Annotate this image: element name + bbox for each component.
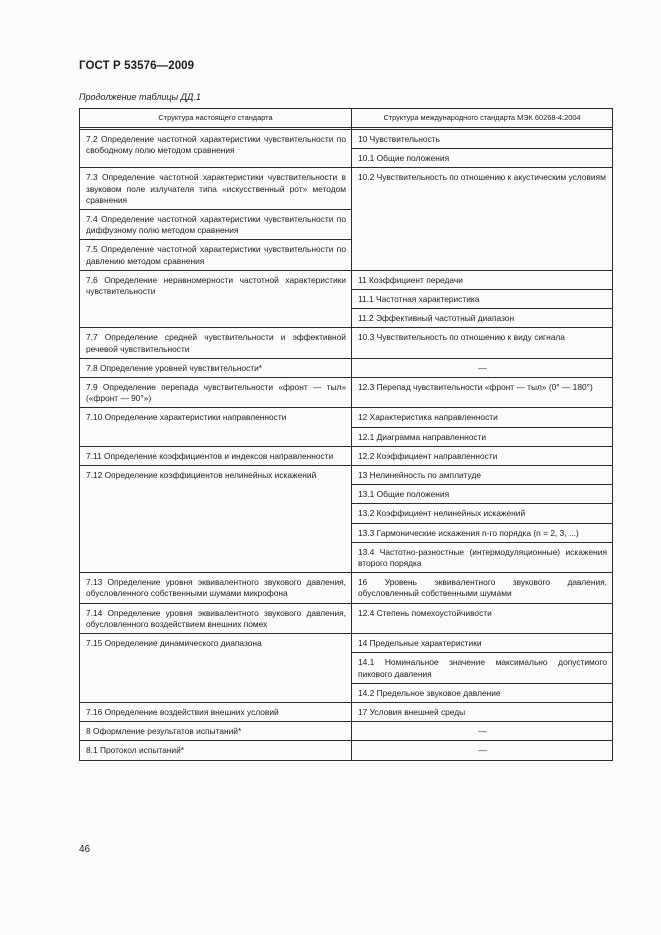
table-row (80, 741, 613, 760)
correspondence-table (79, 108, 613, 761)
table-cell: — (352, 358, 613, 377)
table-cell: 7.7 Определение средней чувствительности и эффективной речевой чувствительности (80, 328, 352, 358)
table-cell: — (352, 741, 613, 760)
table-cell: 10 Чувствительность (352, 130, 613, 149)
table-cell: 16 Уровень эквивалентного звукового давления, обусловленный собственными шумами (352, 573, 613, 603)
table-row (80, 603, 613, 633)
table-cell: 7.10 Определение характеристики направленности (80, 408, 352, 446)
table-cell: 7.14 Определение уровня эквивалентного звукового давления, обусловленного воздействием внешних помех (80, 603, 352, 633)
table-cell: 10.2 Чувствительность по отношению к акустическим условиям (352, 168, 613, 270)
table-cell: 8.1 Протокол испытаний* (80, 741, 352, 760)
table-cell: 11.1 Частотная характеристика (352, 290, 613, 309)
table-cell: 10.1 Общие положения (352, 149, 613, 168)
table-header-row (80, 109, 613, 128)
table-cell: 13.4 Частотно-разностные (интермодуляционные) искажения второго порядка (352, 542, 613, 572)
table-cell: 7.11 Определение коэффициентов и индексов направленности (80, 446, 352, 465)
column-header-left: Структура настоящего стандарта (80, 109, 352, 128)
table-cell: 11.2 Эффективный частотный диапазон (352, 309, 613, 328)
table-row (80, 634, 613, 653)
table-cell: 7.9 Определение перепада чувствительности «фронт — тыл» («фронт — 90°») (80, 378, 352, 408)
table-cell: 7.13 Определение уровня эквивалентного звукового давления, обусловленного собственными шумами микрофона (80, 573, 352, 603)
page-number: 46 (79, 844, 91, 855)
table-cell: — (352, 722, 613, 741)
table-cell: 7.8 Определение уровней чувствительности* (80, 358, 352, 377)
table-cell: 13 Нелинейность по амплитуде (352, 466, 613, 485)
table-cell: 14.1 Номинальное значение максимально допустимого пикового давления (352, 653, 613, 683)
table-cell: 8 Оформление результатов испытаний* (80, 722, 352, 741)
table-cell: 13.2 Коэффициент нелинейных искажений (352, 504, 613, 523)
table-row (80, 168, 613, 210)
table-cell: 11 Коэффициент передачи (352, 270, 613, 289)
table-cell: 7.15 Определение динамического диапазона (80, 634, 352, 703)
table-cell: 10.3 Чувствительность по отношению к виду сигнала (352, 328, 613, 358)
table-row (80, 358, 613, 377)
table-cell: 17 Условия внешней среды (352, 702, 613, 721)
document-title: ГОСТ Р 53576—2009 (79, 60, 195, 72)
table-cell: 13.3 Гармонические искажения n-го порядка (n = 2, 3, ...) (352, 523, 613, 542)
table-cell: 13.1 Общие положения (352, 485, 613, 504)
table-cell: 12.1 Диаграмма направленности (352, 427, 613, 446)
table-cell: 12.3 Перепад чувствительности «фронт — тыл» (0° — 180°) (352, 378, 613, 408)
table-cell: 7.12 Определение коэффициентов нелинейных искажений (80, 466, 352, 573)
table-cell: 12 Характеристика направленности (352, 408, 613, 427)
table-cell: 14 Предельные характеристики (352, 634, 613, 653)
table-row (80, 722, 613, 741)
table-row (80, 328, 613, 358)
table-cell: 7.3 Определение частотной характеристики чувствительности в звуковом поле излучателя типа «искусственный рот» методом сравнения (80, 168, 352, 210)
table-row (80, 573, 613, 603)
column-header-right: Структура международного стандарта МЭК 60268-4:2004 (352, 109, 613, 128)
table-cell: 12.4 Степень помехоустойчивости (352, 603, 613, 633)
table-row (80, 408, 613, 427)
table-row (80, 466, 613, 485)
table-cell: 7.2 Определение частотной характеристики чувствительности по свободному полю методом сравнения (80, 130, 352, 168)
table-row (80, 130, 613, 149)
table-row (80, 446, 613, 465)
table-cell: 12.2 Коэффициент направленности (352, 446, 613, 465)
table-cell: 7.4 Определение частотной характеристики чувствительности по диффузному полю методом сравнения (80, 210, 352, 240)
table-row (80, 270, 613, 289)
table-cell: 7.6 Определение неравномерности частотной характеристики чувствительности (80, 270, 352, 328)
table-row (80, 702, 613, 721)
table-cell: 7.5 Определение частотной характеристики чувствительности по давлению методом сравнения (80, 240, 352, 270)
table-row (80, 378, 613, 408)
table-cell: 14.2 Предельное звуковое давление (352, 683, 613, 702)
table-caption: Продолжение таблицы ДД.1 (79, 92, 201, 102)
table-cell: 7.16 Определение воздействия внешних условий (80, 702, 352, 721)
